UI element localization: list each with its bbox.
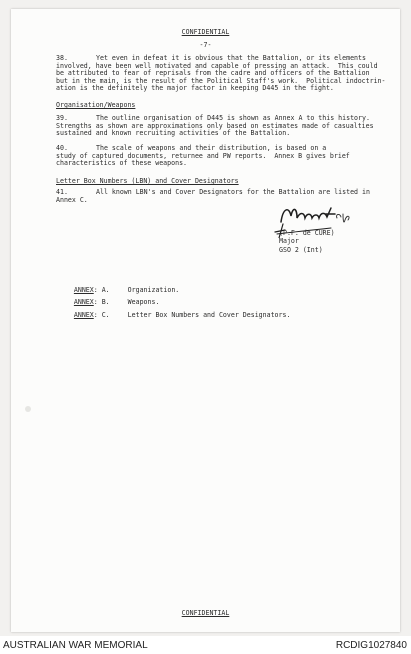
text-line: but in the main, is the result of the Political Staff's work. Political indoctrin-: [56, 76, 386, 85]
text-line: Yet even in defeat it is obvious that the Battalion, or its elements: [96, 54, 366, 62]
para-41-number: 41.: [56, 188, 68, 196]
para-40-number: 40.: [56, 144, 68, 152]
text-line: The scale of weapons and their distribution, is based on a: [96, 144, 327, 152]
para-38-text: [56, 54, 386, 93]
annex-item-c: ANNEX: C. Letter Box Numbers and Cover Designators.: [73, 310, 291, 319]
text-line: The outline organisation of D445 is shown as Annex A to this history.: [96, 114, 370, 122]
archive-footer: [0, 636, 411, 654]
annex-letter: C.: [101, 310, 110, 319]
classification-bottom: CONFIDENTIAL: [181, 609, 230, 617]
annex-letter: B.: [101, 297, 110, 306]
text-line: involved, have been well motivated and capable of pressing an attack. This could: [56, 61, 378, 70]
classification-top: CONFIDENTIAL: [181, 28, 230, 36]
text-line: Annex C.: [56, 195, 88, 204]
annex-item-b: ANNEX: B. Weapons.: [73, 297, 160, 306]
annex-label: ANNEX: [73, 310, 94, 319]
signatory-rank: Major: [279, 237, 299, 245]
text-line: sustained and known recruiting activities of the Battalion.: [56, 129, 291, 138]
para-38-number: 38.: [56, 54, 68, 62]
annex-title: Letter Box Numbers and Cover Designators.: [127, 310, 291, 319]
annex-label: ANNEX: [73, 297, 94, 306]
annex-label: ANNEX: [73, 285, 94, 294]
para-40-text: [56, 145, 381, 168]
annex-letter: A.: [101, 285, 110, 294]
signatory-name: (P.F. de CURE): [279, 229, 335, 237]
para-39-text: [56, 115, 381, 138]
record-id: RCDIG1027840: [335, 640, 407, 651]
document-page: [11, 9, 400, 632]
annex-item-a: ANNEX: A. Organization.: [73, 285, 180, 294]
text-line: Strengths as shown are approximations only based on estimates made of casualties: [56, 121, 374, 130]
section-heading-organisation: Organisation/Weapons: [56, 101, 136, 109]
text-line: be attributed to fear of reprisals from the cadre and officers of the Battalion: [56, 69, 370, 78]
text-line: ation is the definitely the major factor in keeping D445 in the fight.: [56, 84, 334, 93]
para-39-number: 39.: [56, 114, 68, 122]
page-number: -7-: [199, 41, 212, 49]
text-line: characteristics of these weapons.: [56, 159, 188, 168]
annex-title: Organization.: [127, 285, 180, 294]
signatory-appointment: GSO 2 (Int): [279, 246, 323, 254]
text-line: study of captured documents, returnee and PW reports. Annex B gives brief: [56, 151, 350, 160]
archive-name: AUSTRALIAN WAR MEMORIAL: [3, 640, 148, 651]
section-heading-lbn: Letter Box Numbers (LBN) and Cover Designators: [56, 177, 239, 185]
text-line: All known LBN's and Cover Designators for the Battalion are listed in: [96, 188, 370, 196]
annex-title: Weapons.: [127, 297, 160, 306]
punch-hole-mark: [25, 406, 31, 412]
